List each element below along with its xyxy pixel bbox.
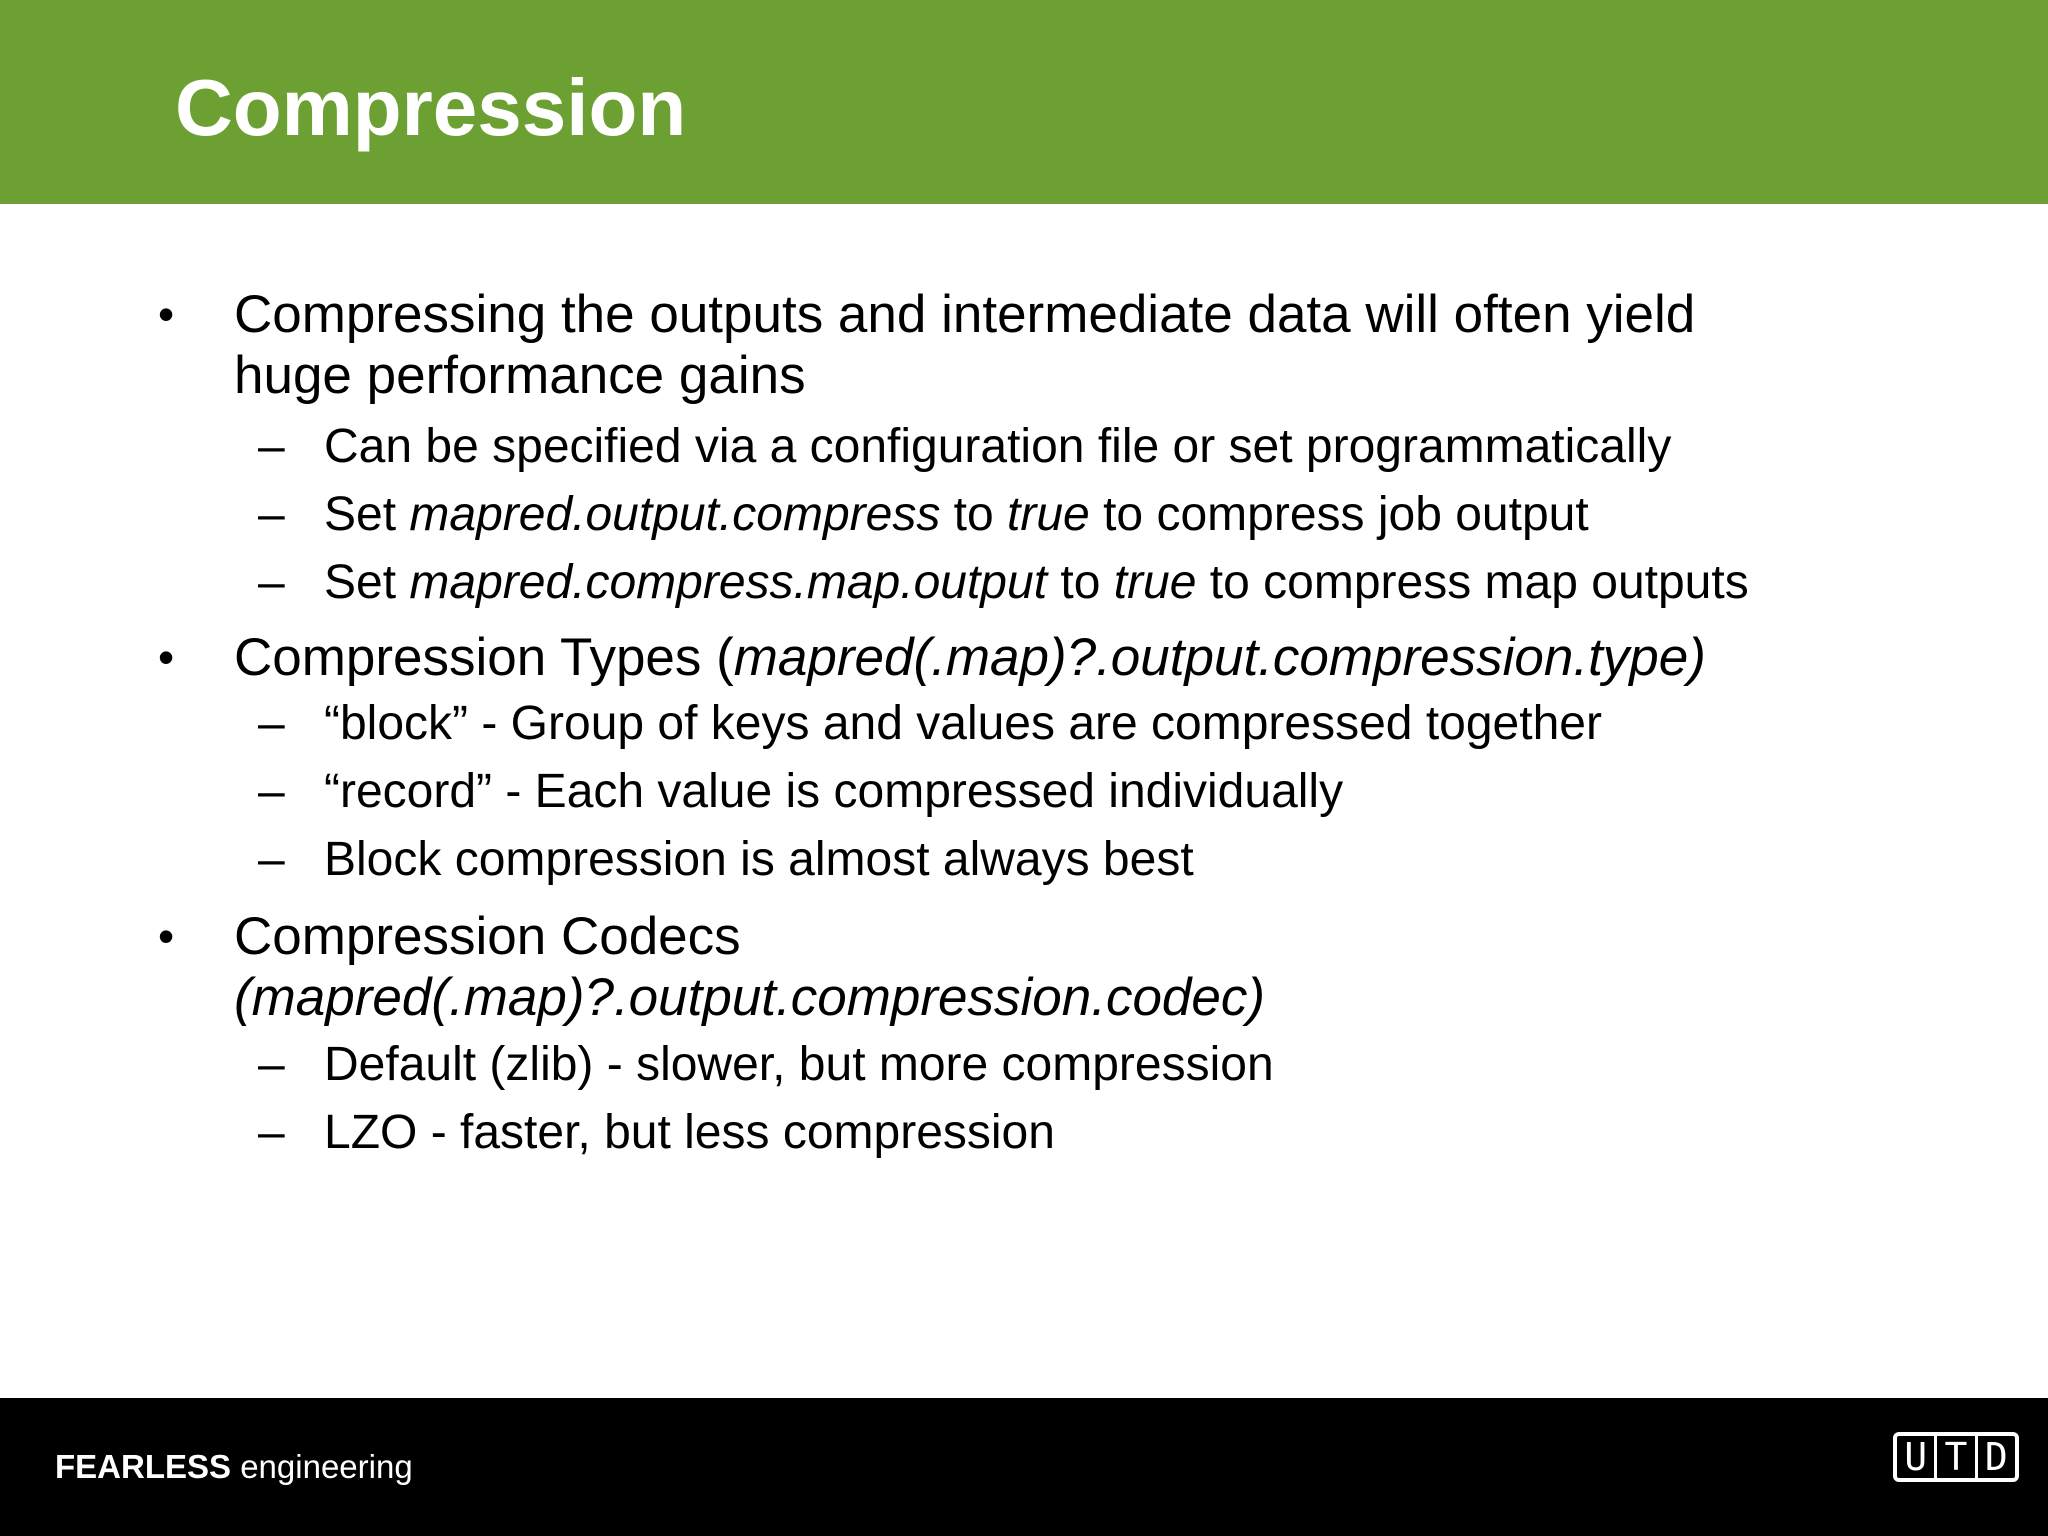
bullet-text bbox=[234, 284, 1695, 345]
sub-bullet-text bbox=[324, 696, 1602, 752]
logo-letter-d: D bbox=[1975, 1436, 2015, 1478]
footer-tagline bbox=[55, 1450, 413, 1483]
text-run: Set bbox=[324, 488, 410, 541]
text-run: LZO - faster, but less compression bbox=[324, 1106, 1055, 1159]
italic-run: true bbox=[1007, 488, 1090, 541]
sub-bullet-marker: – bbox=[258, 833, 285, 886]
utd-logo bbox=[1893, 1432, 2019, 1482]
text-run: Default (zlib) - slower, but more compression bbox=[324, 1038, 1274, 1091]
sub-bullet-text bbox=[324, 419, 1671, 475]
text-run: “block” - Group of keys and values are compressed together bbox=[324, 697, 1602, 750]
tagline-strong: FEARLESS bbox=[55, 1448, 232, 1485]
bullet-text bbox=[234, 627, 1706, 688]
italic-run: true bbox=[1113, 556, 1197, 609]
logo-letter-t: T bbox=[1934, 1436, 1974, 1478]
text-run: Set bbox=[324, 556, 410, 609]
sub-bullet-marker: – bbox=[258, 488, 285, 541]
bullet-marker: • bbox=[158, 910, 175, 962]
bullet-text bbox=[234, 345, 806, 406]
text-run: to bbox=[940, 488, 1008, 541]
title-bar bbox=[0, 0, 2048, 204]
bullet-text bbox=[234, 967, 1265, 1028]
sub-bullet-text bbox=[324, 832, 1194, 888]
sub-bullet-marker: – bbox=[258, 697, 285, 750]
sub-bullet-marker: – bbox=[258, 1106, 285, 1159]
sub-bullet-marker: – bbox=[258, 1038, 285, 1091]
bullet-marker: • bbox=[158, 288, 175, 340]
text-run: to bbox=[1047, 556, 1114, 609]
slide-title: Compression bbox=[175, 63, 687, 152]
text-run: to compress map outputs bbox=[1196, 556, 1749, 609]
tagline-rest: engineering bbox=[231, 1448, 413, 1485]
italic-run: (mapred(.map)?.output.compression.codec) bbox=[234, 968, 1266, 1027]
text-run: Compression Types ( bbox=[234, 628, 734, 687]
logo-letter-u: U bbox=[1904, 1435, 1928, 1479]
text-run: Block compression is almost always best bbox=[324, 833, 1194, 886]
sub-bullet-marker: – bbox=[258, 556, 285, 609]
sub-bullet-marker: – bbox=[258, 420, 285, 473]
sub-bullet-text bbox=[324, 487, 1589, 543]
sub-bullet-marker: – bbox=[258, 765, 285, 818]
sub-bullet-text bbox=[324, 764, 1343, 820]
text-run: Can be specified via a configuration file or set programmatically bbox=[324, 420, 1672, 473]
italic-run: mapred.compress.map.output bbox=[409, 556, 1048, 609]
italic-run: mapred(.map)?.output.compression.type) bbox=[733, 628, 1706, 687]
sub-bullet-text bbox=[324, 1037, 1274, 1093]
text-run: huge performance gains bbox=[234, 346, 806, 405]
italic-run: mapred.output.compress bbox=[409, 488, 941, 541]
sub-bullet-text bbox=[324, 1105, 1055, 1161]
text-run: Compression Codecs bbox=[234, 907, 741, 966]
sub-bullet-text bbox=[324, 555, 1749, 611]
text-run: to compress job output bbox=[1089, 488, 1589, 541]
bullet-text bbox=[234, 906, 741, 967]
text-run: “record” - Each value is compressed individually bbox=[324, 765, 1344, 818]
footer-bar bbox=[0, 1398, 2048, 1536]
text-run: Compressing the outputs and intermediate data will often yield bbox=[234, 285, 1696, 344]
bullet-marker: • bbox=[158, 631, 175, 683]
